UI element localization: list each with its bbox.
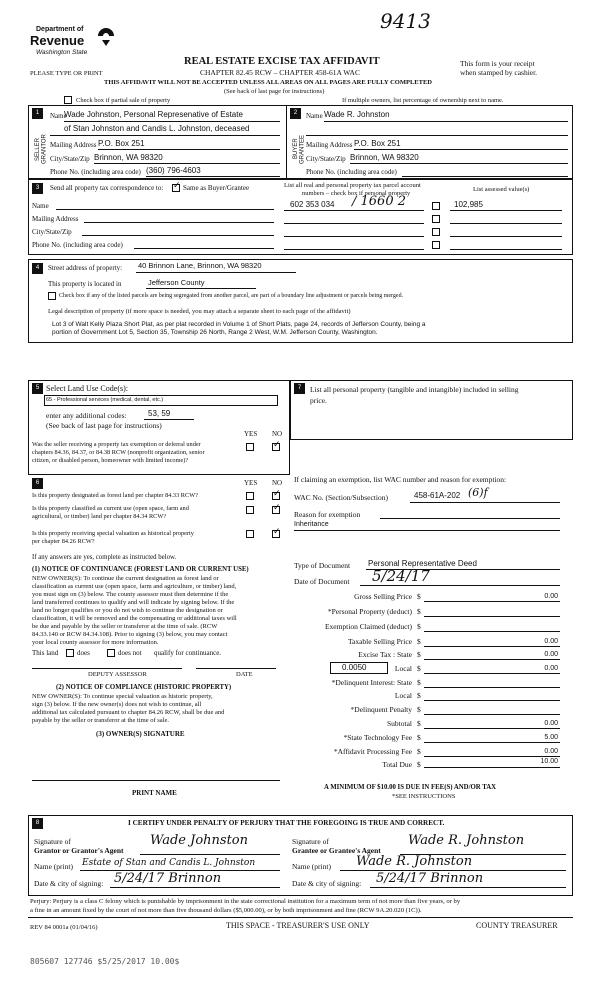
grantee-sig-label1: Signature of — [292, 837, 329, 846]
tax-row-value[interactable]: 0.00 — [544, 593, 558, 600]
s1-name-label: Name — [50, 112, 67, 120]
land-does-not-checkbox[interactable] — [107, 649, 115, 657]
wac-label: WAC No. (Section/Subsection) — [294, 493, 388, 502]
grantee-signature[interactable]: Wade R. Johnston — [408, 833, 525, 848]
receipt-line2: when stamped by cashier. — [460, 68, 538, 77]
forest-yes-checkbox[interactable] — [246, 492, 254, 500]
tax-row-label: *Delinquent Penalty — [350, 705, 412, 714]
legal-desc-line1[interactable]: Lot 3 of Walt Kelly Plaza Short Plat, as per plat recorded in Volume 1 of Short Plats, page 24, records of Jefferson County, being a — [52, 321, 426, 328]
tax-row-value[interactable]: 5.00 — [544, 734, 558, 741]
s6-yes-label: YES — [244, 479, 258, 487]
grantor-sig-label2: Grantor or Grantor's Agent — [34, 846, 124, 855]
wac-handwritten: (6)f — [468, 486, 488, 499]
doc-date-label: Date of Document — [294, 577, 350, 586]
form-chapter: CHAPTER 82.45 RCW – CHAPTER 458-61A WAC — [200, 68, 360, 77]
s1-name-line2[interactable]: of Stan Johnston and Candis L. Johnston, deceased — [64, 124, 250, 133]
grantee-date-label: Date & city of signing: — [292, 879, 362, 888]
tax-dollar: $ — [417, 664, 421, 673]
s5-no-label: NO — [272, 430, 283, 438]
tax-dollar: $ — [417, 747, 421, 756]
grantee-sig-label2: Grantee or Grantee's Agent — [292, 846, 381, 855]
parcel-personal-checkbox-4[interactable] — [432, 241, 440, 249]
section-6-number: 6 — [32, 478, 43, 489]
parcel-personal-checkbox-2[interactable] — [432, 215, 440, 223]
receipt-line1: This form is your receipt — [460, 59, 535, 68]
grantee-name-print[interactable]: Wade R. Johnston — [356, 854, 473, 869]
tax-row-label: Excise Tax : State — [358, 650, 412, 659]
grantor-signature[interactable]: Wade Johnston — [150, 833, 249, 848]
form-revision: REV 84 0001a (01/04/16) — [30, 924, 98, 931]
s3-name-label: Name — [32, 202, 49, 210]
perjury-line2: a fine in an amount fixed by the court of not more than five thousand dollars ($5,000.00), or by both imprisonment and fine (RCW 9A.20.020 (1C)). — [30, 907, 422, 914]
partial-sale-checkbox[interactable] — [64, 96, 72, 104]
tax-row-value[interactable]: 0.00 — [544, 720, 558, 727]
tax-row-label: Gross Selling Price — [354, 592, 412, 601]
perjury-line1: Perjury: Perjury is a class C felony which is punishable by imprisonment in the state correctional institution for a maximum term of not more than five years, or by — [30, 898, 461, 905]
tax-dollar: $ — [417, 705, 421, 714]
notice1-line: you must sign on (3) below. The county assessor must then determine if the — [32, 591, 229, 598]
s6-q2a: Is this property classified as current use (open space, farm and — [32, 505, 189, 512]
notice1-line: classification as current use (open space, farm and agriculture, or timber) land, — [32, 583, 237, 590]
historic-no-checkbox[interactable] — [272, 530, 280, 538]
doc-date-value[interactable]: 5/24/17 — [372, 567, 430, 585]
current-use-yes-checkbox[interactable] — [246, 506, 254, 514]
section-2-number: 2 — [290, 108, 301, 119]
parcel-handwritten: / 1660 2 — [352, 194, 406, 209]
notice1-line: land no longer qualifies or you do not wish to continue the designation or — [32, 607, 223, 614]
section-8-number: 8 — [32, 818, 43, 829]
tax-dollar: $ — [417, 622, 421, 631]
dept-line3: Washington State — [36, 49, 88, 56]
parcel-number[interactable]: 602 353 034 — [290, 200, 335, 209]
s2-phone-label: Phone No. (including area code) — [306, 168, 397, 176]
located-label: This property is located in — [48, 280, 122, 288]
tax-row-value[interactable]: 0.00 — [544, 651, 558, 658]
tax-row-label: Total Due — [382, 760, 412, 769]
land-use-label: Select Land Use Code(s): — [46, 384, 128, 393]
tax-dollar: $ — [417, 592, 421, 601]
please-type: PLEASE TYPE OR PRINT — [30, 70, 103, 77]
minimum-note: A MINIMUM OF $10.00 IS DUE IN FEE(S) AND/OR TAX — [324, 784, 497, 791]
notice1-title: (1) NOTICE OF CONTINUANCE (FOREST LAND OR CURRENT USE) — [32, 566, 249, 573]
tax-row-label: Local — [394, 664, 412, 673]
assessed-value[interactable]: 102,985 — [454, 200, 483, 209]
grantor-sig-label1: Signature of — [34, 837, 71, 846]
qualify-label: qualify for continuance. — [154, 649, 222, 657]
segregated-label: Check box if any of the listed parcels are being segregated from another parcel, are part of a boundary line adjustment or parcels being merged. — [59, 293, 404, 299]
grantee-date-city[interactable]: 5/24/17 Brinnon — [376, 871, 484, 886]
notice2-line: additional tax calculated pursuant to chapter 84.26 RCW, shall be due and — [32, 709, 225, 716]
s6-q2b: agricultural, or timber) land per chapter 84.34 RCW? — [32, 513, 167, 520]
notice1-line: land transferred continues to qualify and will indicate by signing below. If the — [32, 599, 235, 606]
s6-no-label: NO — [272, 479, 283, 487]
tax-dollar: $ — [417, 678, 421, 687]
s1-name-line1[interactable]: Wade Johnston, Personal Represenative of Estate — [64, 110, 243, 119]
s3-send-label: Send all property tax correspondence to: — [50, 184, 164, 192]
county-treasurer: COUNTY TREASURER — [476, 921, 558, 930]
county-value[interactable]: Jefferson County — [148, 278, 205, 287]
notice2-line: sign (3) below. If the new owner(s) does not wish to continue, all — [32, 701, 202, 708]
s1-phone-label: Phone No. (including area code) — [50, 168, 141, 176]
s2-addr[interactable]: P.O. Box 251 — [354, 139, 401, 148]
notice1-line: be due and payable by the seller or transferor at the time of sale. (RCW — [32, 623, 218, 630]
s2-name[interactable]: Wade R. Johnston — [324, 110, 390, 119]
print-name-label: PRINT NAME — [132, 789, 177, 797]
tax-row-label: Taxable Selling Price — [347, 637, 412, 646]
notice2-line: payable by the seller or transferor at the time of sale. — [32, 717, 169, 724]
additional-codes[interactable]: 53, 59 — [148, 409, 171, 418]
s5-yes-label: YES — [244, 430, 258, 438]
buyer-grantee-label: BUYER GRANTEE — [293, 134, 306, 164]
multiple-owners-note: If multiple owners, list percentage of ownership next to name. — [342, 97, 504, 104]
tax-row-label: Local — [394, 691, 412, 700]
s5-no-checkbox[interactable] — [272, 443, 280, 451]
segregated-checkbox[interactable] — [48, 292, 56, 300]
local-rate[interactable]: 0.0050 — [342, 663, 367, 672]
tax-dollar: $ — [417, 650, 421, 659]
notice1-line: NEW OWNER(S): To continue the current designation as forest land or — [32, 575, 219, 582]
s6-any-yes: If any answers are yes, complete as instructed below. — [32, 554, 177, 561]
same-as-buyer-checkbox[interactable] — [172, 184, 180, 192]
dept-line1: Department of — [36, 26, 84, 33]
legal-desc-line2[interactable]: portion of Government Lot 5, Section 35, Township 26 North, Range 2 West, W.M. Jefferson County, Washington. — [52, 329, 378, 336]
does-not-label: does not — [118, 649, 142, 657]
tax-dollar: $ — [417, 733, 421, 742]
tax-row-value[interactable]: 10.00 — [540, 758, 558, 765]
wac-value[interactable]: 458-61A-202 — [414, 491, 461, 500]
revenue-logo-icon — [94, 24, 118, 48]
additional-label: enter any additional codes: — [46, 411, 127, 420]
section-7-number: 7 — [294, 383, 305, 394]
parcel-personal-checkbox-1[interactable] — [432, 202, 440, 210]
s6-q1: Is this property designated as forest land per chapter 84.33 RCW? — [32, 492, 198, 499]
tax-row-label: Exemption Claimed (deduct) — [324, 622, 412, 631]
handwritten-stamp-number: 9413 — [380, 9, 431, 33]
form-warning: THIS AFFIDAVIT WILL NOT BE ACCEPTED UNLESS ALL AREAS ON ALL PAGES ARE FULLY COMPLETED — [104, 79, 432, 86]
section-3-number: 3 — [32, 183, 43, 194]
s5-q1b: chapters 84.36, 84.37, or 84.38 RCW (nonprofit organization, senior — [32, 449, 205, 456]
notice1-line: classification, it will be removed and the compensating or additional taxes will — [32, 615, 237, 622]
section-1-number: 1 — [32, 108, 43, 119]
dept-logo — [30, 22, 122, 60]
s5-yes-checkbox[interactable] — [246, 443, 254, 451]
parcel-head2: numbers – check box if personal property — [302, 190, 411, 197]
partial-sale-label: Check box if partial sale of property — [76, 97, 171, 104]
notice1-line: your local county assessor for more information. — [32, 639, 159, 646]
s6-q3b: per chapter 84.26 RCW? — [32, 538, 95, 545]
s2-name-label: Name — [306, 112, 323, 120]
land-use-value: 65 - Professional services (medical, dental, etc.) — [46, 397, 164, 403]
doc-type-value[interactable]: Personal Representative Deed — [368, 559, 477, 568]
parcel-head1: List all real and personal property tax parcel account — [284, 182, 421, 189]
s1-addr[interactable]: P.O. Box 251 — [98, 139, 145, 148]
s5-see-back: (See back of last page for instructions) — [46, 421, 162, 430]
s3-addr-label: Mailing Address — [32, 215, 79, 223]
street-label: Street address of property: — [48, 264, 123, 272]
minimum-note2: *SEE INSTRUCTIONS — [392, 793, 456, 800]
tax-table — [290, 590, 570, 770]
tax-row-label: Subtotal — [386, 719, 412, 728]
exemption-label: If claiming an exemption, list WAC number and reason for exemption: — [294, 475, 507, 484]
grantor-date-label: Date & city of signing: — [34, 879, 104, 888]
s3-city-label: City/State/Zip — [32, 228, 72, 236]
legal-label: Legal description of property (if more space is needed, you may attach a separate sheet to each page of the affidavit) — [48, 308, 351, 315]
doc-type-label: Type of Document — [294, 561, 351, 570]
this-land-label: This land — [32, 649, 59, 657]
tax-dollar: $ — [417, 637, 421, 646]
grantor-name-print[interactable]: Estate of Stan and Candis L. Johnston — [82, 858, 256, 868]
s2-addr-label: Mailing Address — [306, 141, 353, 149]
seller-grantor-label: SELLER GRANTOR — [35, 134, 48, 164]
personal-property-line2: price. — [310, 396, 327, 405]
historic-yes-checkbox[interactable] — [246, 530, 254, 538]
tax-row-value[interactable]: 0.00 — [544, 665, 558, 672]
certify-statement: I CERTIFY UNDER PENALTY OF PERJURY THAT THE FOREGOING IS TRUE AND CORRECT. — [128, 819, 445, 827]
street-address[interactable]: 40 Brinnon Lane, Brinnon, WA 98320 — [138, 261, 262, 270]
same-as-buyer-label: Same as Buyer/Grantee — [183, 184, 250, 192]
s1-addr-label: Mailing Address — [50, 141, 97, 149]
cashier-stamp: 805607 127746 $5/25/2017 10.00$ — [30, 957, 180, 966]
grantee-name-label: Name (print) — [292, 862, 331, 871]
tax-row-label: *Delinquent Interest: State — [331, 678, 412, 687]
form-title: REAL ESTATE EXCISE TAX AFFIDAVIT — [184, 56, 380, 67]
treasurer-space: THIS SPACE - TREASURER'S USE ONLY — [226, 921, 370, 930]
current-use-no-checkbox[interactable] — [272, 506, 280, 514]
tax-row-label: *State Technology Fee — [343, 733, 412, 742]
dept-line2: Revenue — [30, 33, 85, 48]
s5-q1a: Was the seller receiving a property tax exemption or deferral under — [32, 441, 201, 448]
s1-city-label: City/State/Zip — [50, 155, 90, 163]
s1-city[interactable]: Brinnon, WA 98320 — [94, 153, 163, 162]
personal-property-line1: List all personal property (tangible and intangible) included in selling — [310, 385, 519, 394]
section-4-number: 4 — [32, 263, 43, 274]
s5-q1c: citizen, or disabled person, homeowner with limited income)? — [32, 457, 189, 464]
does-label: does — [77, 649, 90, 657]
land-does-checkbox[interactable] — [66, 649, 74, 657]
tax-dollar: $ — [417, 607, 421, 616]
s3-phone-label: Phone No. (including area code) — [32, 241, 123, 249]
tax-row-label: *Personal Property (deduct) — [327, 607, 412, 616]
grantor-name-label: Name (print) — [34, 862, 73, 871]
reason-value[interactable]: Inheritance — [294, 521, 329, 528]
tax-dollar: $ — [417, 719, 421, 728]
date-label: DATE — [236, 671, 253, 678]
deputy-assessor-label: DEPUTY ASSESSOR — [88, 671, 147, 678]
assessed-head: List assessed value(s) — [473, 186, 530, 193]
reason-label: Reason for exemption — [294, 510, 361, 519]
s6-q3a: Is this property receiving special valuation as historical property — [32, 530, 194, 537]
parcel-personal-checkbox-3[interactable] — [432, 228, 440, 236]
tax-row-value[interactable]: 0.00 — [544, 748, 558, 755]
tax-dollar: $ — [417, 691, 421, 700]
forest-no-checkbox[interactable] — [272, 492, 280, 500]
s1-phone[interactable]: (360) 796-4603 — [146, 166, 201, 175]
back-note: (See back of last page for instructions) — [224, 88, 325, 95]
tax-row-value[interactable]: 0.00 — [544, 638, 558, 645]
owner-signature-label: (3) OWNER(S) SIGNATURE — [96, 730, 185, 738]
tax-row-label: *Affidavit Processing Fee — [333, 747, 412, 756]
section-5-number: 5 — [32, 383, 43, 394]
s2-city-label: City/State/Zip — [306, 155, 346, 163]
notice2-line: NEW OWNER(S): To continue special valuation as historic property, — [32, 693, 213, 700]
notice1-line: 84.33.140 or RCW 84.34.108). Prior to signing (3) below, you may contact — [32, 631, 228, 638]
grantor-date-city[interactable]: 5/24/17 Brinnon — [114, 871, 222, 886]
notice2-title: (2) NOTICE OF COMPLIANCE (HISTORIC PROPERTY) — [56, 684, 232, 691]
s2-city[interactable]: Brinnon, WA 98320 — [350, 153, 419, 162]
tax-dollar: $ — [417, 760, 421, 769]
